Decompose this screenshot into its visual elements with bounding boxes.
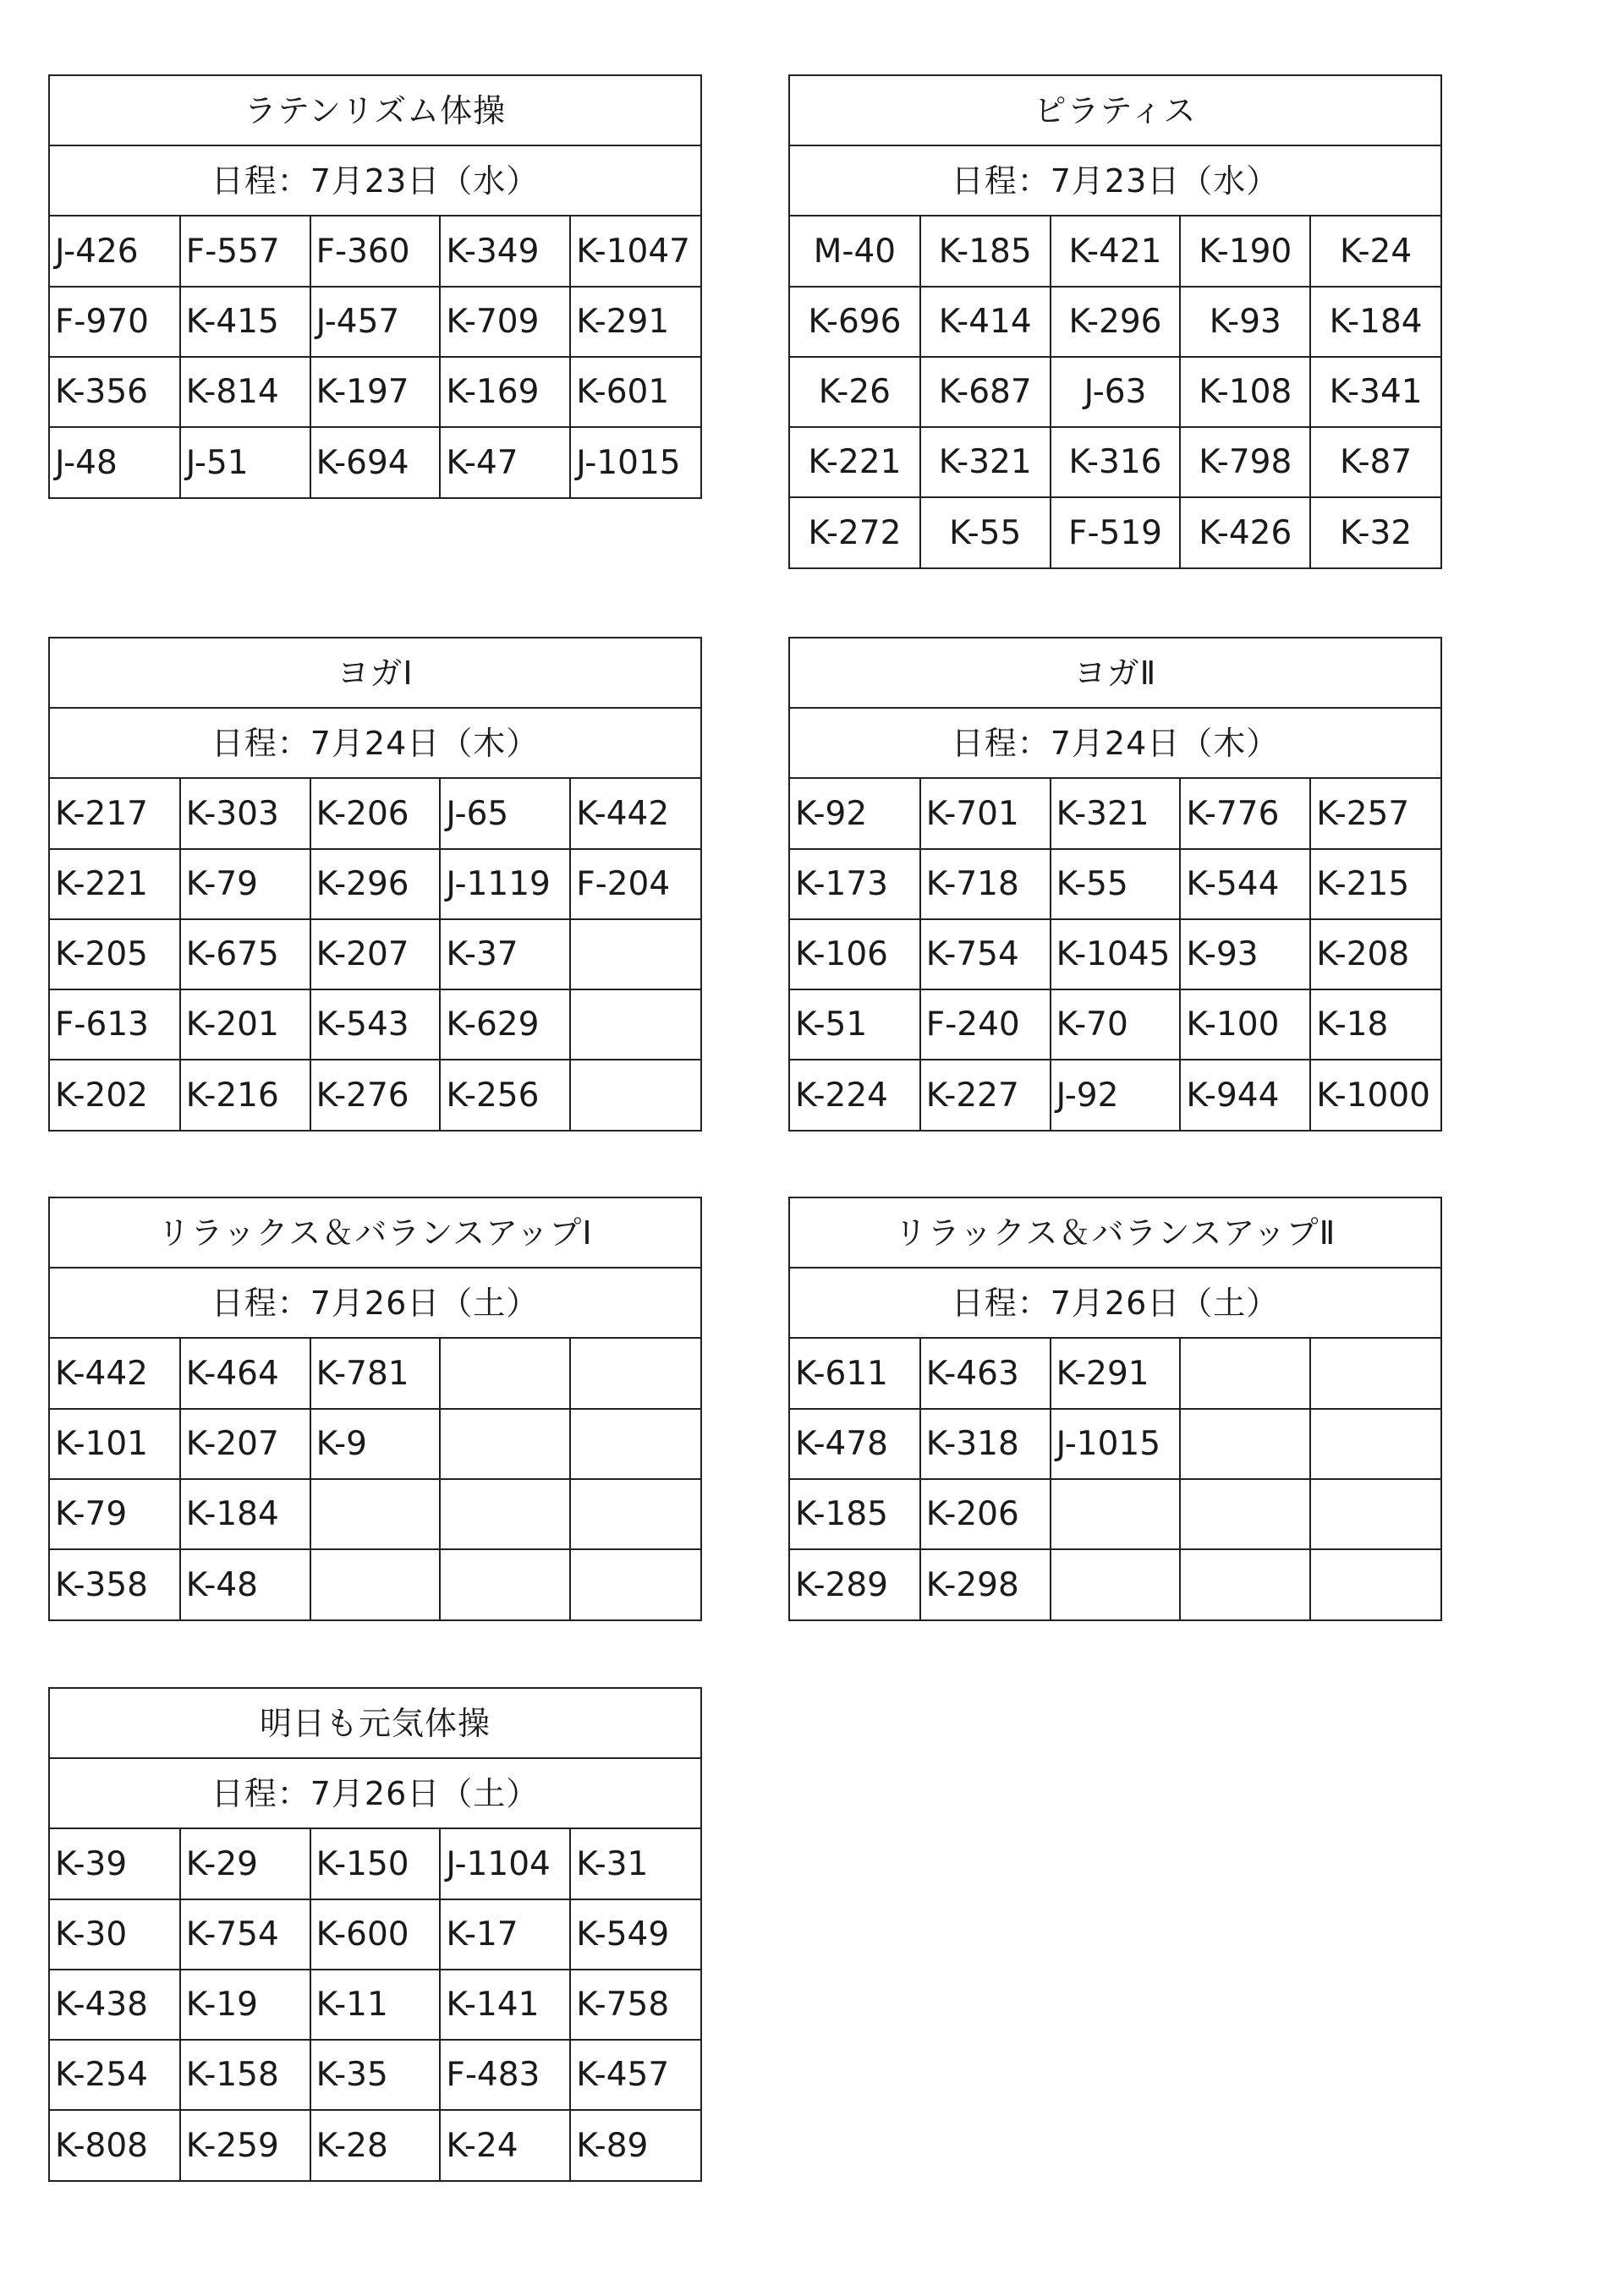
participant-id-cell xyxy=(1310,1339,1440,1409)
participant-id-cell: K-814 xyxy=(180,357,310,427)
participant-id-cell: K-944 xyxy=(1180,1060,1310,1130)
participant-id-cell xyxy=(1180,1339,1310,1409)
participant-id-cell xyxy=(570,1060,700,1130)
participant-id-cell: K-150 xyxy=(310,1829,441,1899)
class-title: リラックス＆バランスアップⅠ xyxy=(50,1198,700,1269)
participant-id-cell: K-215 xyxy=(1310,849,1440,919)
participant-id-cell: F-204 xyxy=(570,849,700,919)
participant-id-cell: J-51 xyxy=(180,427,310,497)
table-row xyxy=(50,357,700,427)
participant-id-cell: K-629 xyxy=(440,989,570,1060)
participant-id-cell: K-93 xyxy=(1180,287,1310,357)
participant-id-cell: F-970 xyxy=(50,287,180,357)
table-row xyxy=(790,1339,1440,1409)
participant-id-cell: K-758 xyxy=(570,1970,700,2040)
participant-grid xyxy=(790,1339,1440,1619)
participant-id-cell: K-141 xyxy=(440,1970,570,2040)
participant-id-cell: K-93 xyxy=(1180,919,1310,989)
table-row xyxy=(50,1479,700,1549)
participant-id-cell: K-173 xyxy=(790,849,920,919)
participant-id-cell: K-296 xyxy=(1051,287,1181,357)
participant-id-cell: K-106 xyxy=(790,919,920,989)
participant-id-cell xyxy=(570,989,700,1060)
participant-id-cell: K-798 xyxy=(1180,427,1310,497)
participant-id-cell: K-216 xyxy=(180,1060,310,1130)
table-row xyxy=(50,779,700,849)
participant-id-cell: K-289 xyxy=(790,1549,920,1619)
table-row xyxy=(790,989,1440,1060)
participant-id-cell: F-557 xyxy=(180,216,310,287)
table-row xyxy=(790,497,1440,567)
participant-id-cell: K-18 xyxy=(1310,989,1440,1060)
participant-id-cell: K-28 xyxy=(310,2110,441,2180)
participant-id-cell: K-776 xyxy=(1180,779,1310,849)
participant-id-cell: K-675 xyxy=(180,919,310,989)
table-row xyxy=(790,779,1440,849)
participant-id-cell: K-35 xyxy=(310,2040,441,2110)
participant-id-cell: K-100 xyxy=(1180,989,1310,1060)
participant-id-cell: K-92 xyxy=(790,779,920,849)
class-title: ヨガⅠ xyxy=(50,638,700,709)
participant-id-cell: K-184 xyxy=(180,1479,310,1549)
participant-id-cell: K-184 xyxy=(1310,287,1440,357)
participant-id-cell: K-89 xyxy=(576,2126,649,2165)
participant-id-cell: K-321 xyxy=(1051,779,1181,849)
participant-grid xyxy=(50,779,700,1130)
participant-id-cell: K-26 xyxy=(790,357,920,427)
table-row xyxy=(790,1409,1440,1479)
participant-id-cell: K-781 xyxy=(310,1339,441,1409)
participant-id-cell: K-79 xyxy=(180,849,310,919)
participant-id-cell: K-272 xyxy=(790,497,920,567)
table-row xyxy=(50,1829,700,1899)
participant-id-cell xyxy=(1180,1409,1310,1479)
participant-id-cell: K-205 xyxy=(50,919,180,989)
participant-id-cell: K-718 xyxy=(920,849,1051,919)
table-row xyxy=(50,427,700,497)
participant-id-cell: K-414 xyxy=(920,287,1051,357)
table-row xyxy=(50,919,700,989)
participant-id-cell: F-519 xyxy=(1051,497,1181,567)
participant-id-cell: M-40 xyxy=(790,216,920,287)
participant-id-cell: K-464 xyxy=(180,1339,310,1409)
participant-grid xyxy=(50,1339,700,1619)
participant-id-cell: K-185 xyxy=(790,1479,920,1549)
participant-id-cell xyxy=(570,919,700,989)
table-row xyxy=(790,1479,1440,1549)
table-row xyxy=(50,1060,700,1130)
participant-grid xyxy=(50,216,700,497)
participant-id-cell: K-30 xyxy=(50,1899,180,1970)
participant-id-cell: K-227 xyxy=(920,1060,1051,1130)
class-date: 日程：7月23日（水） xyxy=(790,146,1440,216)
schedule-table-yoga-1 xyxy=(48,637,702,1132)
participant-id-cell xyxy=(1310,1479,1440,1549)
participant-id-cell: J-1015 xyxy=(1051,1409,1181,1479)
class-date: 日程：7月26日（土） xyxy=(790,1269,1440,1339)
table-row xyxy=(790,357,1440,427)
participant-id-cell: K-55 xyxy=(920,497,1051,567)
table-row xyxy=(50,1549,700,1619)
class-date: 日程：7月23日（水） xyxy=(50,146,700,216)
schedule-table-yoga-2 xyxy=(788,637,1442,1132)
participant-grid xyxy=(50,1829,700,2180)
participant-id-cell: K-207 xyxy=(180,1409,310,1479)
participant-id-cell: K-341 xyxy=(1310,357,1440,427)
participant-id-cell: K-24 xyxy=(440,2110,570,2180)
participant-id-cell xyxy=(1310,1549,1440,1619)
table-row xyxy=(50,287,700,357)
participant-id-cell: K-349 xyxy=(440,216,570,287)
participant-id-cell xyxy=(440,1339,570,1409)
participant-id-cell xyxy=(310,1549,441,1619)
participant-id-cell xyxy=(440,1409,570,1479)
participant-id-cell xyxy=(570,1479,700,1549)
table-row xyxy=(790,427,1440,497)
participant-id-cell: K-24 xyxy=(1310,216,1440,287)
participant-id-cell: K-601 xyxy=(570,357,700,427)
participant-id-cell: K-221 xyxy=(50,849,180,919)
participant-id-cell: K-201 xyxy=(180,989,310,1060)
table-row xyxy=(790,849,1440,919)
class-title: リラックス＆バランスアップⅡ xyxy=(790,1198,1440,1269)
participant-id-cell: K-543 xyxy=(310,989,441,1060)
participant-id-cell: F-613 xyxy=(50,989,180,1060)
schedule-table-relax-balance-1 xyxy=(48,1197,702,1621)
participant-id-cell: K-79 xyxy=(50,1479,180,1549)
participant-id-cell: K-197 xyxy=(310,357,441,427)
participant-id-cell: K-11 xyxy=(310,1970,441,2040)
participant-id-cell: K-611 xyxy=(790,1339,920,1409)
participant-id-cell: J-457 xyxy=(310,287,441,357)
class-title: ピラティス xyxy=(790,76,1440,146)
participant-id-cell: K-224 xyxy=(790,1060,920,1130)
participant-id-cell: K-356 xyxy=(50,357,180,427)
participant-id-cell: K-259 xyxy=(180,2110,310,2180)
participant-id-cell: K-694 xyxy=(310,427,441,497)
participant-id-cell: K-206 xyxy=(310,779,441,849)
participant-id-cell: K-316 xyxy=(1051,427,1181,497)
participant-id-cell: K-321 xyxy=(920,427,1051,497)
participant-id-cell: K-478 xyxy=(790,1409,920,1479)
participant-id-cell: K-256 xyxy=(440,1060,570,1130)
participant-id-cell: K-1047 xyxy=(570,216,700,287)
participant-id-cell: K-808 xyxy=(50,2110,180,2180)
table-row xyxy=(50,1899,700,1970)
class-date: 日程：7月26日（土） xyxy=(50,1759,700,1829)
participant-id-cell: K-442 xyxy=(570,779,700,849)
schedule-table-relax-balance-2 xyxy=(788,1197,1442,1621)
table-row xyxy=(50,989,700,1060)
participant-id-cell: K-39 xyxy=(50,1829,180,1899)
participant-id-cell xyxy=(1180,1479,1310,1549)
participant-id-cell: K-51 xyxy=(790,989,920,1060)
participant-id-cell: K-37 xyxy=(440,919,570,989)
participant-id-cell: K-415 xyxy=(180,287,310,357)
participant-id-cell xyxy=(440,1479,570,1549)
table-row xyxy=(50,2110,700,2180)
participant-id-cell: J-426 xyxy=(50,216,180,287)
participant-id-cell: K-1000 xyxy=(1316,1076,1430,1115)
class-title: ラテンリズム体操 xyxy=(50,76,700,146)
participant-id-cell xyxy=(440,1549,570,1619)
participant-id-cell: K-457 xyxy=(570,2040,700,2110)
participant-id-cell: J-1015 xyxy=(576,443,681,482)
participant-id-cell: K-291 xyxy=(570,287,700,357)
participant-id-cell: K-544 xyxy=(1180,849,1310,919)
participant-id-cell xyxy=(310,1479,441,1549)
class-date: 日程：7月26日（土） xyxy=(50,1269,700,1339)
participant-id-cell: J-48 xyxy=(50,427,180,497)
table-row xyxy=(50,849,700,919)
participant-id-cell: K-709 xyxy=(440,287,570,357)
participant-id-cell: K-303 xyxy=(180,779,310,849)
participant-id-cell: K-19 xyxy=(180,1970,310,2040)
participant-id-cell: K-754 xyxy=(180,1899,310,1970)
table-row xyxy=(790,1060,1440,1130)
participant-id-cell: K-296 xyxy=(310,849,441,919)
table-row xyxy=(790,287,1440,357)
participant-id-cell: F-360 xyxy=(310,216,441,287)
participant-id-cell: K-17 xyxy=(440,1899,570,1970)
participant-id-cell: K-70 xyxy=(1051,989,1181,1060)
participant-id-cell: K-1045 xyxy=(1051,919,1181,989)
participant-id-cell: K-358 xyxy=(50,1549,180,1619)
table-row xyxy=(50,216,700,287)
participant-id-cell xyxy=(570,1339,700,1409)
participant-id-cell: K-463 xyxy=(920,1339,1051,1409)
participant-id-cell: K-438 xyxy=(50,1970,180,2040)
participant-id-cell: K-31 xyxy=(570,1829,700,1899)
table-row xyxy=(50,1339,700,1409)
schedule-table-pilates xyxy=(788,74,1442,569)
participant-id-cell: K-754 xyxy=(920,919,1051,989)
participant-id-cell: J-1104 xyxy=(440,1829,570,1899)
participant-id-cell: K-29 xyxy=(180,1829,310,1899)
participant-id-cell: K-158 xyxy=(180,2040,310,2110)
participant-id-cell: K-217 xyxy=(50,779,180,849)
participant-id-cell: K-254 xyxy=(50,2040,180,2110)
participant-id-cell: K-221 xyxy=(790,427,920,497)
participant-id-cell: K-87 xyxy=(1310,427,1440,497)
participant-id-cell: K-101 xyxy=(50,1409,180,1479)
participant-id-cell: J-1119 xyxy=(440,849,570,919)
participant-id-cell xyxy=(570,1549,700,1619)
participant-id-cell: K-298 xyxy=(920,1549,1051,1619)
participant-id-cell: K-276 xyxy=(310,1060,441,1130)
participant-id-cell: F-240 xyxy=(920,989,1051,1060)
participant-id-cell: F-483 xyxy=(440,2040,570,2110)
table-row xyxy=(50,2040,700,2110)
participant-id-cell: K-421 xyxy=(1051,216,1181,287)
participant-id-cell: K-318 xyxy=(920,1409,1051,1479)
participant-id-cell: J-65 xyxy=(440,779,570,849)
participant-id-cell: K-169 xyxy=(440,357,570,427)
participant-id-cell xyxy=(1051,1479,1181,1549)
table-row xyxy=(50,1409,700,1479)
participant-id-cell: K-48 xyxy=(180,1549,310,1619)
participant-id-cell: K-206 xyxy=(920,1479,1051,1549)
table-row xyxy=(790,216,1440,287)
class-date: 日程：7月24日（木） xyxy=(50,709,700,779)
schedule-table-latin-rhythm xyxy=(48,74,702,499)
participant-id-cell: K-442 xyxy=(50,1339,180,1409)
participant-grid xyxy=(790,779,1440,1130)
participant-id-cell: K-687 xyxy=(920,357,1051,427)
participant-grid xyxy=(790,216,1440,567)
table-row xyxy=(790,1549,1440,1619)
participant-id-cell: K-55 xyxy=(1051,849,1181,919)
participant-id-cell: K-185 xyxy=(920,216,1051,287)
participant-id-cell: J-63 xyxy=(1051,357,1181,427)
schedule-table-ashita-genki xyxy=(48,1687,702,2182)
table-row xyxy=(50,1970,700,2040)
table-row xyxy=(790,919,1440,989)
participant-id-cell: K-291 xyxy=(1051,1339,1181,1409)
participant-id-cell: K-32 xyxy=(1340,513,1413,552)
participant-id-cell: K-549 xyxy=(570,1899,700,1970)
participant-id-cell: J-92 xyxy=(1051,1060,1181,1130)
participant-id-cell: K-257 xyxy=(1310,779,1440,849)
participant-id-cell xyxy=(570,1409,700,1479)
participant-id-cell: K-202 xyxy=(50,1060,180,1130)
participant-id-cell xyxy=(1310,1409,1440,1479)
participant-id-cell: K-696 xyxy=(790,287,920,357)
participant-id-cell: K-9 xyxy=(310,1409,441,1479)
class-title: 明日も元気体操 xyxy=(50,1689,700,1759)
participant-id-cell xyxy=(1051,1549,1181,1619)
participant-id-cell: K-600 xyxy=(310,1899,441,1970)
participant-id-cell: K-701 xyxy=(920,779,1051,849)
participant-id-cell: K-108 xyxy=(1180,357,1310,427)
participant-id-cell: K-190 xyxy=(1180,216,1310,287)
class-date: 日程：7月24日（木） xyxy=(790,709,1440,779)
participant-id-cell: K-208 xyxy=(1310,919,1440,989)
participant-id-cell: K-426 xyxy=(1180,497,1310,567)
participant-id-cell: K-207 xyxy=(310,919,441,989)
participant-id-cell: K-47 xyxy=(440,427,570,497)
participant-id-cell xyxy=(1180,1549,1310,1619)
class-title: ヨガⅡ xyxy=(790,638,1440,709)
